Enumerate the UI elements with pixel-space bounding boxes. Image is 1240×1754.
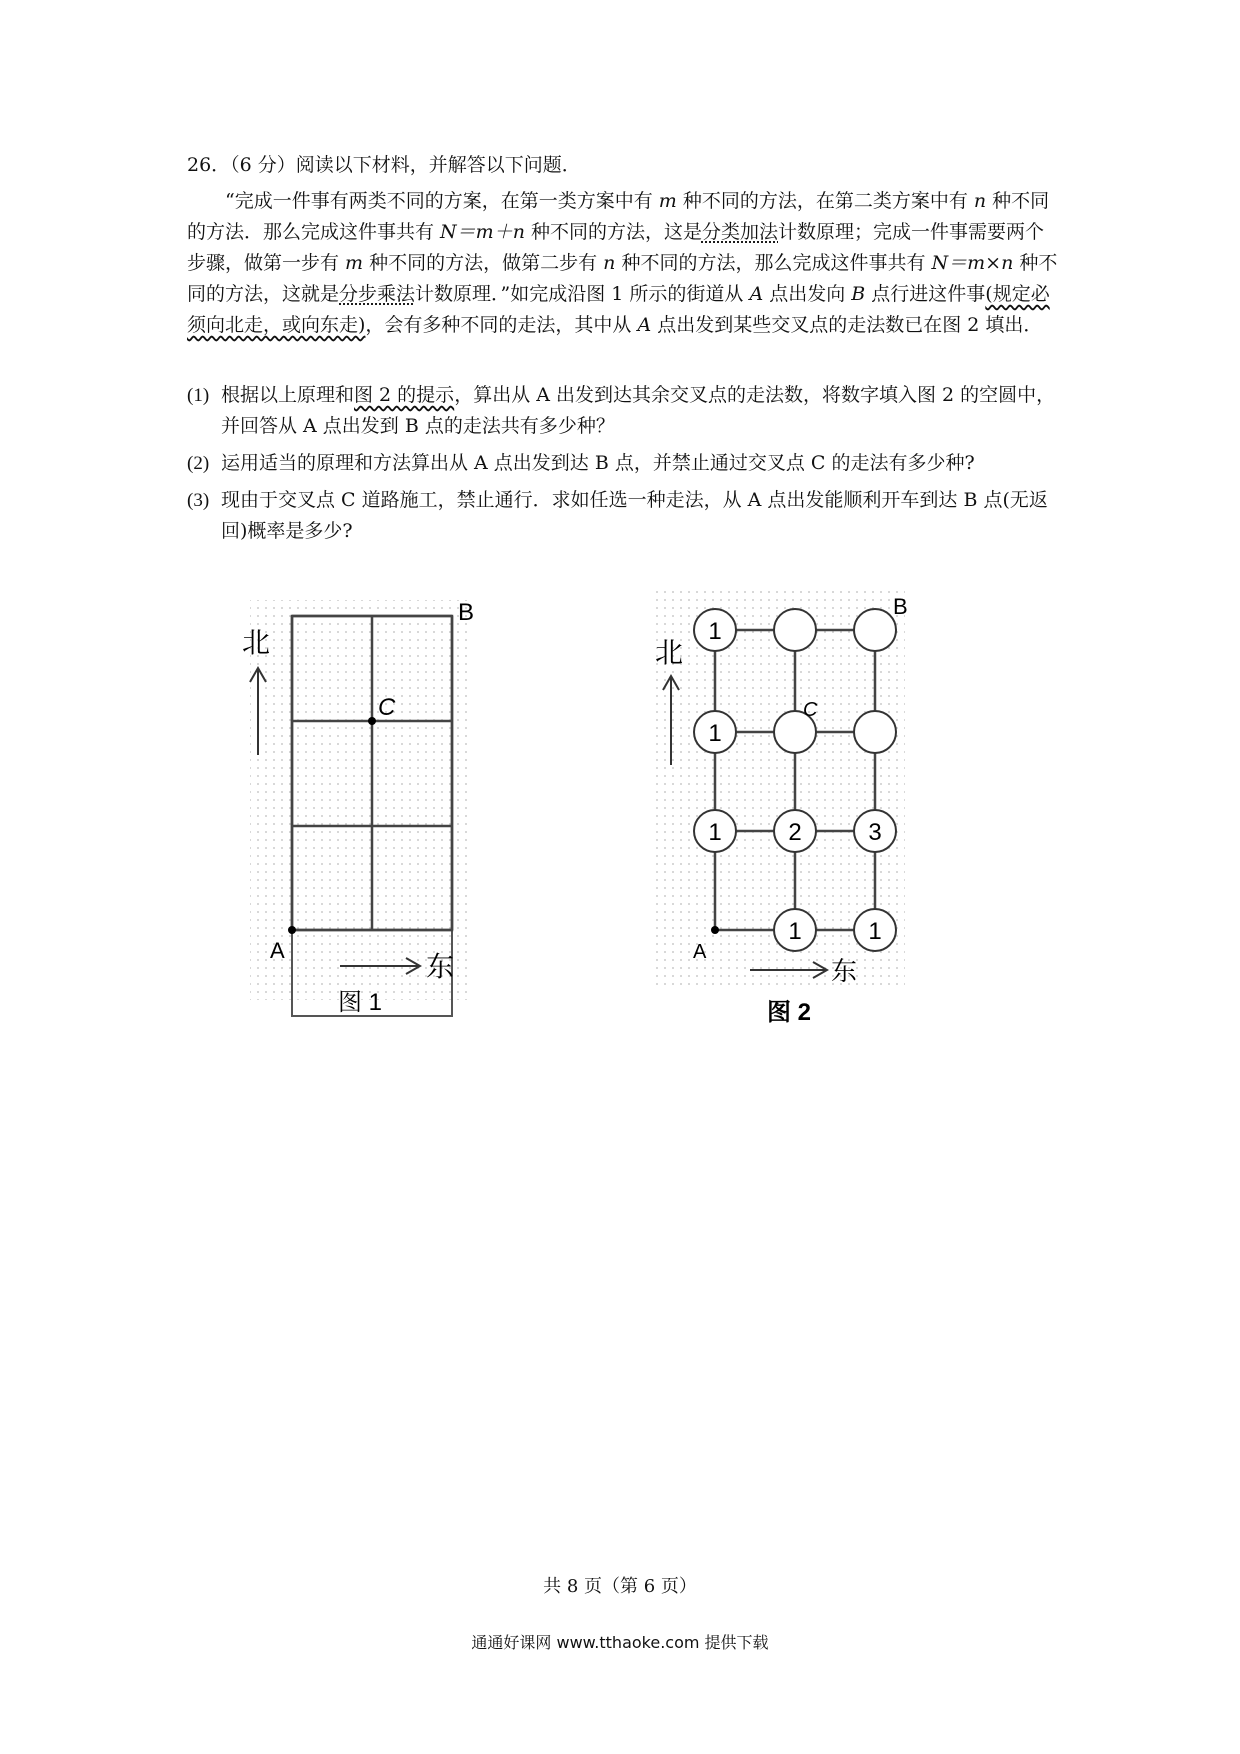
figure-1 [240,590,490,1020]
svg-text:2: 2 [788,819,802,846]
figure-2 [655,590,925,1030]
svg-text:1: 1 [708,720,722,747]
north-label: 北 [242,627,271,658]
question-header: 26．（6 分）阅读以下材料，并解答以下问题． [187,154,581,176]
sub-question-1: (1) 根据以上原理和图 2 的提示，算出从 A 出发到达其余交叉点的走法数，将数字填入图 2 的空圆中，并回答从 A 点出发到 B 点的走法共有多少种？ [187,380,1059,442]
svg-text:1: 1 [708,819,722,846]
node-r3c2 [854,609,896,651]
node-r2c0 [694,711,736,753]
label-a: A [693,941,707,963]
sub-questions [187,380,1059,553]
svg-text:1: 1 [708,618,722,645]
node-r2c2 [854,711,896,753]
node-r1c2 [854,810,896,852]
node-r1c1 [774,810,816,852]
label-a: A [270,938,285,963]
label-c: C [378,694,396,721]
page-footer: 共 8 页（第 6 页） [543,1576,697,1597]
svg-text:3: 3 [868,819,882,846]
node-r0c1 [774,909,816,951]
label-b: B [458,599,475,626]
sub-question-number: (2) [187,453,210,474]
label-b: B [893,594,908,619]
svg-text:1: 1 [788,918,802,945]
figure-1-caption: 图 1 [338,989,383,1016]
point-c-dot [368,717,376,725]
node-r3c1 [774,609,816,651]
figure-2-caption: 图 2 [767,999,812,1026]
node-r0c2 [854,909,896,951]
north-label: 北 [655,637,684,668]
sub-question-3: (3) 现由于交叉点 C 道路施工，禁止通行．求如任选一种走法，从 A 点出发能顺利开车到达 B 点(无返回)概率是多少? [187,485,1059,547]
east-label: 东 [831,956,858,986]
point-a-dot [711,926,719,934]
sub-question-2: (2) 运用适当的原理和方法算出从 A 点出发到达 B 点，并禁止通过交叉点 C 的走法有多少种? [187,448,1059,479]
sub-question-number: (3) [187,490,210,511]
sub-question-number: (1) [187,385,210,406]
source-footer: 通通好课网 www.tthaoke.com 提供下载 [471,1633,769,1652]
node-r3c0 [694,609,736,651]
point-a-dot [288,926,296,934]
east-label: 东 [426,951,455,982]
node-r1c0 [694,810,736,852]
material-paragraph: “完成一件事有两类不同的方案，在第一类方案中有 m 种不同的方法，在第二类方案中有 n 种不同的方法．那么完成这件事共有 N＝m＋n 种不同的方法，这是分类加法计数原理；完成一件事需要两个步骤，做第一步有 m 种不同的方法，做第二步有 n 种不同的方法，那么完成这件事共有 N＝m×n 种不同的方法，这就是分步乘法计数原理．”如完成沿图 1 所示的街道从 A 点出发向 B 点行进这件事(规定必须向北走，或向东走)，会有多种不同的走法，其中从 A 点出发到某些交叉点的走法数已在图 2 填出． [187,190,1058,336]
label-c: C [803,699,818,721]
svg-text:1: 1 [868,918,882,945]
